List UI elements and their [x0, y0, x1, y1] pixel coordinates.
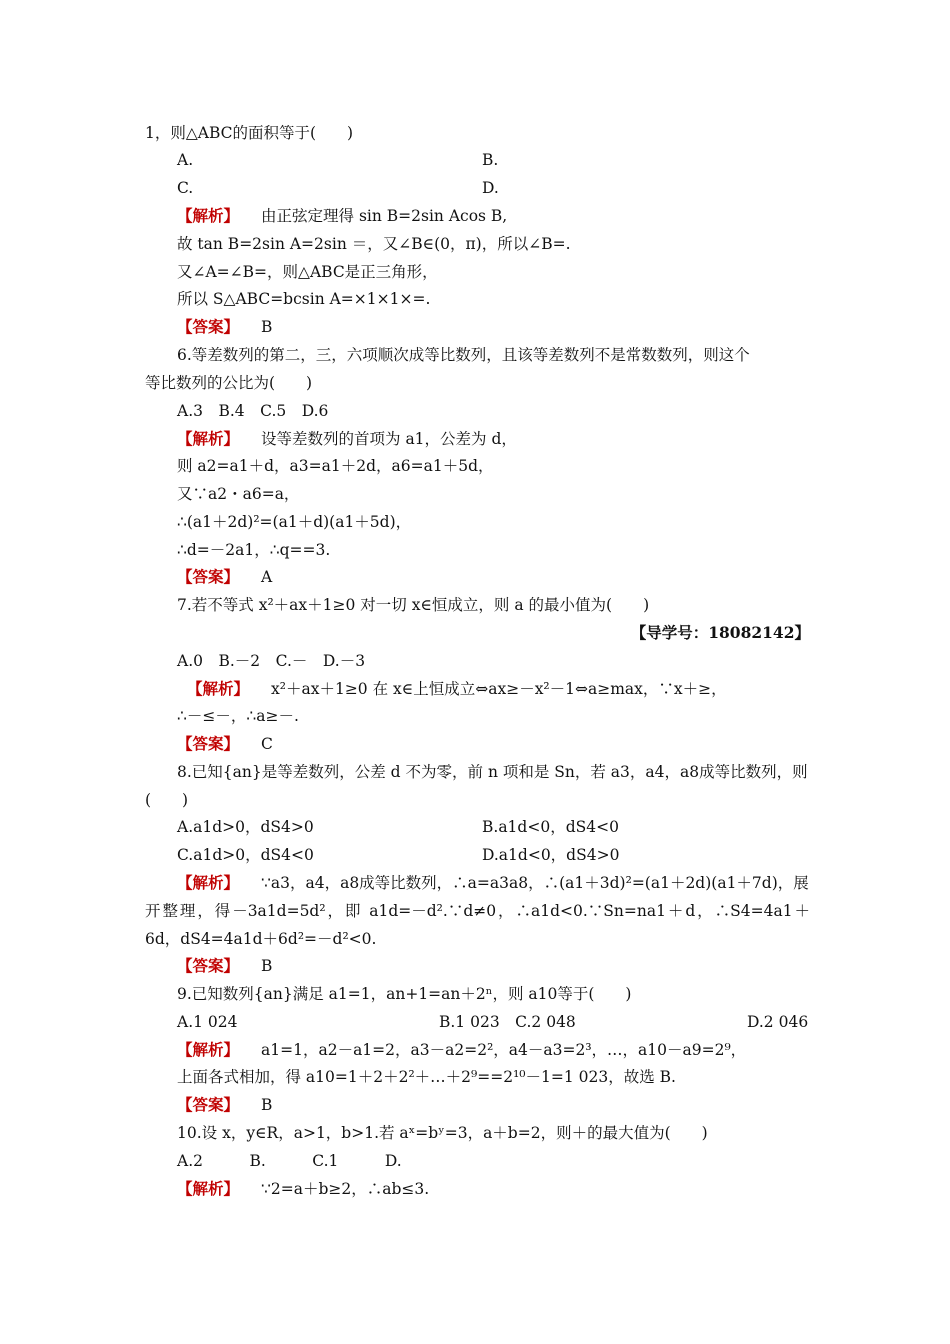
- solution-tag: 【解析】: [177, 873, 240, 892]
- q8-answer: 【答案】 B: [177, 956, 273, 975]
- q9-solution-line-2: 上面各式相加，得 a10=1＋2＋2²＋…＋2⁹==2¹⁰－1=1 023，故选 B.: [177, 1068, 676, 1086]
- answer-tag: 【答案】: [177, 956, 240, 975]
- q8-solution-line-2: 开整理，得－3a1d=5d²，即 a1d=－d².∵d≠0，∴a1d<0.∵Sn=na1＋d，∴S4=4a1＋: [145, 902, 810, 920]
- q5-options-ab: [177, 147, 810, 173]
- q5-solution-line-1: 【解析】 由正弦定理得 sin B=2sin Acos B,: [177, 206, 508, 225]
- q5-option-c: C.: [177, 179, 194, 197]
- solution-tag: 【解析】: [177, 429, 240, 448]
- q6-options: A.3 B.4 C.5 D.6: [177, 402, 329, 420]
- q9-options: [177, 1009, 810, 1035]
- q8-stem-line-1: 8.已知{an}是等差数列，公差 d 不为零，前 n 项和是 Sn，若 a3，a4，a8成等比数列，则: [177, 763, 808, 781]
- q6-solution-line-1: 【解析】 设等差数列的首项为 a1，公差为 d，: [177, 429, 517, 448]
- q9-answer: 【答案】 B: [177, 1095, 273, 1114]
- q6-stem-line-1: 6.等差数列的第二，三，六项顺次成等比数列，且该等差数列不是常数数列，则这个: [177, 346, 750, 364]
- q6-solution-line-4: ∴(a1＋2d)²=(a1＋d)(a1＋5d)，: [177, 513, 412, 531]
- answer-tag: 【答案】: [177, 1095, 240, 1114]
- q10-options: A.2 B. C.1 D.: [177, 1152, 402, 1170]
- q10-solution-line-1: 【解析】 ∵2=a＋b≥2，∴ab≤3.: [177, 1179, 430, 1198]
- q8-solution-line-1: 【解析】 ∵a3，a4，a8成等比数列，∴a=a3a8，∴(a1＋3d)²=(a1＋2d)(a1＋7d)，展: [177, 873, 809, 892]
- q8-solution-line-3: 6d，dS4=4a1d＋6d²=－d²<0.: [145, 930, 377, 948]
- q5-option-d: D.: [482, 179, 499, 197]
- solution-tag: 【解析】: [177, 206, 240, 225]
- q5-solution-line-3: 又∠A=∠B=，则△ABC是正三角形，: [177, 263, 438, 281]
- q9-option-d: D.2 046: [747, 1013, 809, 1031]
- q8-option-b: B.a1d<0，dS4<0: [482, 818, 619, 836]
- q6-stem-line-2: 等比数列的公比为( ): [145, 374, 313, 392]
- q5-stem: 1，则△ABC的面积等于( ): [145, 124, 354, 142]
- q7-stem: 7.若不等式 x²＋ax＋1≥0 对一切 x∈恒成立，则 a 的最小值为( ): [177, 596, 650, 614]
- solution-tag: 【解析】: [187, 679, 250, 698]
- q5-answer: 【答案】 B: [177, 317, 273, 336]
- q5-solution-line-2: 故 tan B=2sin A=2sin ＝，又∠B∈(0，π)，所以∠B=.: [177, 235, 571, 253]
- q9-stem: 9.已知数列{an}满足 a1=1，an+1=an＋2ⁿ，则 a10等于( ): [177, 985, 632, 1003]
- q8-option-d: D.a1d<0，dS4>0: [482, 846, 620, 864]
- q8-option-a: A.a1d>0，dS4>0: [177, 818, 314, 836]
- q7-answer: 【答案】 C: [177, 734, 273, 753]
- q8-stem-line-2: ( ): [145, 791, 189, 809]
- solution-tag: 【解析】: [177, 1040, 240, 1059]
- q5-option-b: B.: [482, 151, 499, 169]
- q6-solution-line-3: 又∵a2・a6=a，: [177, 485, 300, 503]
- q6-solution-line-2: 则 a2=a1＋d，a3=a1＋2d，a6=a1＋5d，: [177, 457, 494, 475]
- answer-tag: 【答案】: [177, 567, 240, 586]
- q8-option-c: C.a1d>0，dS4<0: [177, 846, 314, 864]
- q9-options-abc: A.1 024 B.1 023 C.2 048: [177, 1013, 576, 1031]
- q5-option-a: A.: [177, 151, 194, 169]
- q6-solution-line-5: ∴d=－2a1，∴q==3.: [177, 541, 331, 559]
- q7-solution-line-2: ∴－≤－，∴a≥－.: [177, 707, 299, 725]
- q7-solution-line-1: 【解析】 x²＋ax＋1≥0 在 x∈上恒成立⇔ax≥－x²－1⇔a≥max，∵x＋≥，: [187, 679, 727, 698]
- q9-solution-line-1: 【解析】 a1=1，a2－a1=2，a3－a2=2²，a4－a3=2³，…，a10－a9=2⁹，: [177, 1040, 747, 1059]
- q5-options-cd: [177, 175, 810, 201]
- q7-guide-number: 【导学号：18082142】: [630, 623, 810, 642]
- q8-options-ab: [177, 814, 810, 840]
- q5-solution-line-4: 所以 S△ABC=bcsin A=×1×1×=.: [177, 290, 431, 308]
- answer-tag: 【答案】: [177, 317, 240, 336]
- solution-tag: 【解析】: [177, 1179, 240, 1198]
- q10-stem: 10.设 x，y∈R，a>1，b>1.若 aˣ=bʸ=3，a＋b=2，则＋的最大值为( ): [177, 1124, 708, 1142]
- answer-tag: 【答案】: [177, 734, 240, 753]
- q8-options-cd: [177, 842, 810, 868]
- q7-options: A.0 B.－2 C.－ D.－3: [177, 652, 366, 670]
- q6-answer: 【答案】 A: [177, 567, 273, 586]
